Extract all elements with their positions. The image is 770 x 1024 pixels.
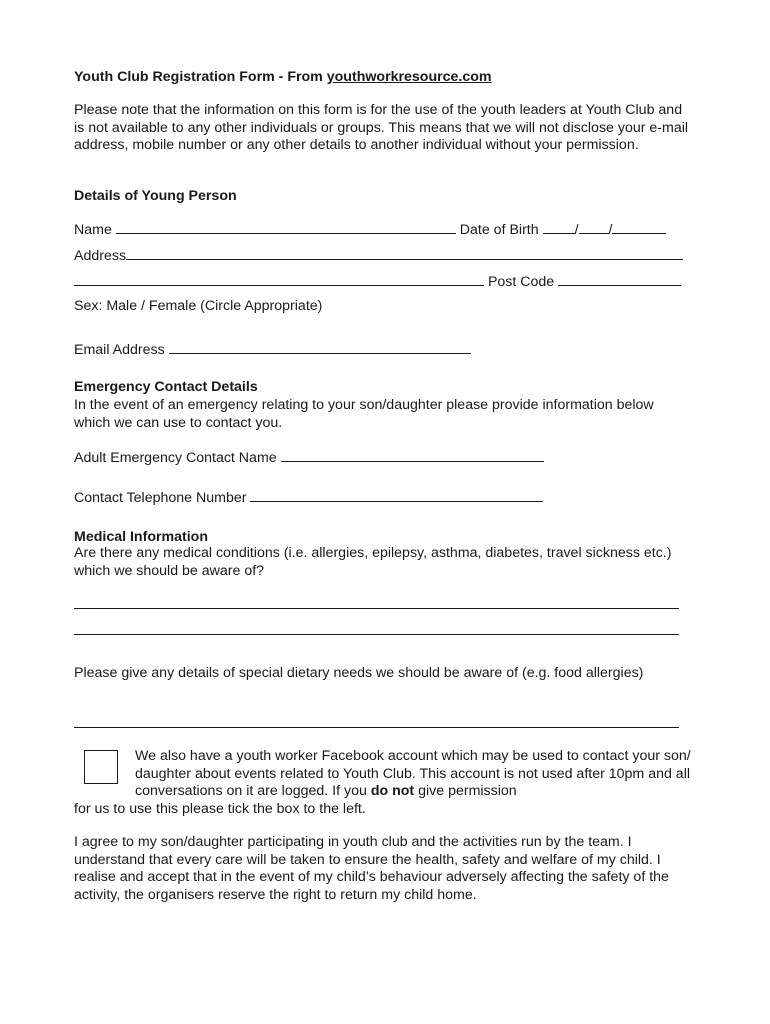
- emergency-heading: Emergency Contact Details: [74, 379, 258, 395]
- name-field[interactable]: [116, 219, 456, 234]
- email-label: Email Address: [74, 342, 165, 358]
- telephone-label: Contact Telephone Number: [74, 490, 247, 506]
- address-field-line1[interactable]: [126, 245, 683, 260]
- dob-month-field[interactable]: [579, 219, 609, 234]
- postcode-field[interactable]: [558, 271, 681, 286]
- emergency-text: In the event of an emergency relating to your son/daughter please provide information below which we can use to contact you.: [74, 397, 654, 431]
- telephone-field[interactable]: [250, 487, 543, 502]
- medical-answer-line-2[interactable]: [74, 634, 679, 635]
- name-label: Name: [74, 222, 112, 238]
- title-prefix: Youth Club Registration Form - From: [74, 69, 327, 85]
- dietary-answer-line[interactable]: [74, 727, 679, 728]
- dietary-text: Please give any details of special dietary needs we should be aware of (e.g. food allergies): [74, 665, 644, 681]
- sex-label: Sex: Male / Female (Circle Appropriate): [74, 298, 323, 314]
- dob-separator: /: [608, 222, 613, 238]
- young-person-heading: Details of Young Person: [74, 188, 237, 204]
- emergency-name-label: Adult Emergency Contact Name: [74, 450, 277, 466]
- address-label: Address: [74, 248, 127, 264]
- facebook-text-before: We also have a youth worker Facebook account which may be used to contact your son/ daughter about events related to Youth Club. This account is not used after 10pm and all conversations on it are logged. If you: [135, 748, 691, 799]
- address-field-line2[interactable]: [74, 271, 484, 286]
- medical-text: Are there any medical conditions (i.e. allergies, epilepsy, asthma, diabetes, travel sickness etc.) which we should be aware of?: [74, 545, 672, 579]
- address-postcode-row: [74, 271, 681, 290]
- dob-day-field[interactable]: [543, 219, 575, 234]
- privacy-notice: Please note that the information on this form is for the use of the youth leaders at Youth Club and is not available to any other individuals or groups. This means that we will not disclose your e-mail address, mobile number or any other details to another individual without your permission.: [74, 102, 689, 153]
- form-title: [74, 69, 492, 85]
- facebook-opt-out-checkbox[interactable]: [84, 750, 118, 784]
- emergency-name-row: [74, 447, 544, 466]
- facebook-emphasis: do not: [370, 783, 415, 799]
- facebook-last-line: for us to use this please tick the box to the left.: [74, 801, 366, 817]
- address-row: [74, 245, 683, 264]
- consent-text: I agree to my son/daughter participating in youth club and the activities run by the team. I understand that every care will be taken to ensure the health, safety and welfare of my child. I realise and accept that in the event of my child’s behaviour adversely affecting the safety of the activity, the organisers reserve the right to return my child home.: [74, 834, 669, 903]
- telephone-row: [74, 487, 543, 506]
- dob-separator: /: [574, 222, 579, 238]
- name-row: [74, 219, 666, 238]
- dob-label: Date of Birth: [459, 222, 539, 238]
- medical-heading: Medical Information: [74, 529, 209, 545]
- facebook-text-after: give permission: [414, 783, 517, 799]
- email-field[interactable]: [169, 339, 471, 354]
- medical-answer-line-1[interactable]: [74, 608, 679, 609]
- facebook-notice: [135, 748, 695, 801]
- email-row: [74, 339, 471, 358]
- emergency-name-field[interactable]: [281, 447, 544, 462]
- website-link[interactable]: youthworkresource.com: [326, 69, 492, 85]
- postcode-label: Post Code: [487, 274, 555, 290]
- dob-year-field[interactable]: [612, 219, 666, 234]
